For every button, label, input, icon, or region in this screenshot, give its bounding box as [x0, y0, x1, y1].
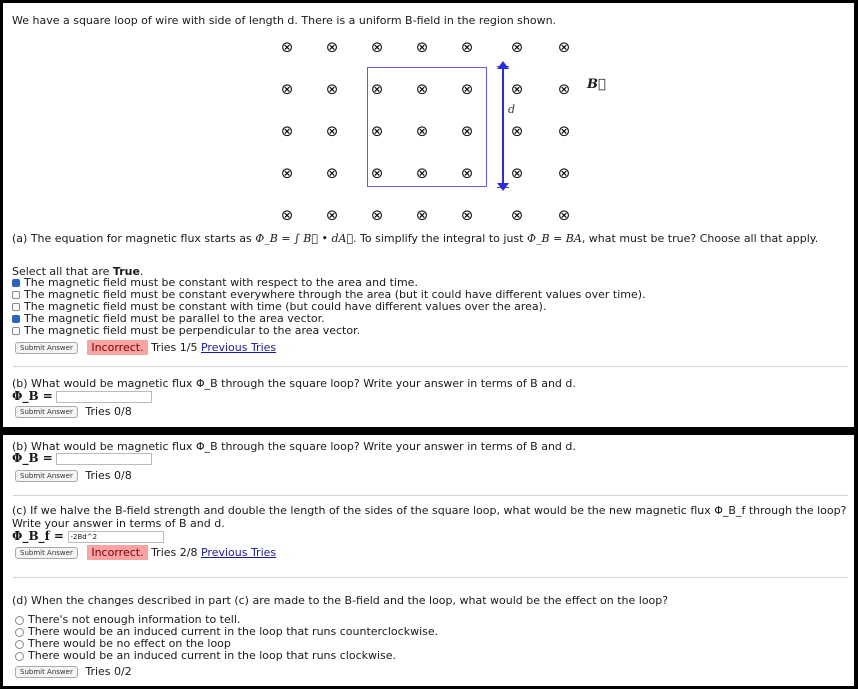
d-dimension-line — [502, 65, 504, 187]
b-field-into-page-icon: ⊗ — [325, 80, 339, 98]
b-field-into-page-icon: ⊗ — [280, 164, 294, 182]
checkbox-a3[interactable] — [12, 303, 20, 311]
option-d2[interactable]: There would be an induced current in the loop that runs counterclockwise. — [15, 626, 438, 638]
b-field-into-page-icon: ⊗ — [415, 80, 429, 98]
b-field-into-page-icon: ⊗ — [510, 38, 524, 56]
question-panel-bottom — [3, 435, 854, 686]
option-d4[interactable]: There would be an induced current in the loop that runs clockwise. — [15, 650, 438, 662]
option-a2[interactable]: The magnetic field must be constant everywhere through the area (but it could have different values over time). — [12, 289, 646, 301]
checkbox-a2[interactable] — [12, 291, 20, 299]
flux-input-c[interactable]: -2Bd^2 — [68, 531, 164, 543]
flux-simple-eq: Φ_B = BA — [526, 232, 582, 245]
part-a-submit-row — [15, 340, 276, 355]
b-field-into-page-icon: ⊗ — [370, 206, 384, 224]
part-b-prompt: (b) What would be magnetic flux Φ_B through the square loop? Write your answer in terms of B and d. — [12, 440, 576, 453]
b-field-into-page-icon: ⊗ — [557, 122, 571, 140]
tries-d: Tries 0/2 — [85, 665, 132, 678]
option-d3[interactable]: There would be no effect on the loop — [15, 638, 438, 650]
b-field-into-page-icon: ⊗ — [460, 164, 474, 182]
tries-b: Tries 0/8 — [85, 469, 132, 482]
b-field-into-page-icon: ⊗ — [510, 206, 524, 224]
submit-answer-button-d[interactable]: Submit Answer — [15, 666, 78, 678]
part-d-options — [15, 614, 438, 662]
previous-tries-link-c[interactable]: Previous Tries — [200, 546, 277, 559]
radio-d4[interactable] — [15, 652, 24, 661]
submit-answer-button-c[interactable]: Submit Answer — [15, 547, 78, 559]
part-d-prompt: (d) When the changes described in part (c) are made to the B-field and the loop, what would be the effect on the loop? — [12, 594, 669, 607]
divider — [13, 366, 848, 367]
b-field-label: B⃗ — [587, 77, 606, 92]
b-field-into-page-icon: ⊗ — [557, 80, 571, 98]
part-b-top-submit-row — [15, 405, 132, 418]
submit-answer-button-b[interactable]: Submit Answer — [15, 470, 78, 482]
square-loop — [367, 67, 487, 187]
part-d-submit-row — [15, 665, 132, 678]
radio-d1[interactable] — [15, 616, 24, 625]
part-c-submit-row — [15, 545, 276, 560]
b-field-into-page-icon: ⊗ — [460, 80, 474, 98]
submit-answer-button-b-top[interactable]: Submit Answer — [15, 406, 78, 418]
b-field-into-page-icon: ⊗ — [325, 38, 339, 56]
part-c-prompt-2: Write your answer in terms of B and d. — [12, 517, 225, 530]
flux-input-b-top[interactable] — [56, 391, 152, 403]
b-field-into-page-icon: ⊗ — [415, 206, 429, 224]
b-field-into-page-icon: ⊗ — [557, 164, 571, 182]
option-a4[interactable]: The magnetic field must be parallel to the area vector. — [12, 313, 646, 325]
status-badge-c: Incorrect. — [87, 545, 147, 560]
tries-c: Tries 2/8 — [151, 546, 198, 559]
part-b-top-input-row: Φ_B = — [12, 389, 152, 403]
b-field-into-page-icon: ⊗ — [280, 38, 294, 56]
divider — [13, 577, 848, 578]
part-b-top-prompt: (b) What would be magnetic flux Φ_B through the square loop? Write your answer in terms of B and d. — [12, 377, 576, 390]
status-badge-a: Incorrect. — [87, 340, 147, 355]
b-field-into-page-icon: ⊗ — [460, 206, 474, 224]
b-field-into-page-icon: ⊗ — [370, 122, 384, 140]
b-field-into-page-icon: ⊗ — [510, 164, 524, 182]
b-field-into-page-icon: ⊗ — [557, 38, 571, 56]
part-c-prompt-1: (c) If we halve the B-field strength and double the length of the sides of the square loop, what would be the new magnetic flux Φ_B_f through the loop? — [12, 504, 847, 517]
b-field-into-page-icon: ⊗ — [415, 164, 429, 182]
option-a3[interactable]: The magnetic field must be constant with time (but could have different values over the area). — [12, 301, 646, 313]
b-field-into-page-icon: ⊗ — [415, 38, 429, 56]
part-c-input-row: Φ_B_f = -2Bd^2 — [12, 529, 164, 543]
part-b-input-row: Φ_B = — [12, 451, 152, 465]
part-b-submit-row — [15, 469, 132, 482]
option-a5[interactable]: The magnetic field must be perpendicular to the area vector. — [12, 325, 646, 337]
b-field-into-page-icon: ⊗ — [557, 206, 571, 224]
b-field-into-page-icon: ⊗ — [370, 38, 384, 56]
b-field-into-page-icon: ⊗ — [325, 206, 339, 224]
question-panel-top — [3, 3, 854, 427]
flux-integral-eq: Φ_B = ∫ B⃗ • dA⃗ — [255, 232, 354, 245]
b-field-into-page-icon: ⊗ — [460, 122, 474, 140]
select-instruction: Select all that are True. — [12, 265, 144, 278]
b-field-into-page-icon: ⊗ — [325, 122, 339, 140]
checkbox-a1[interactable] — [12, 279, 20, 287]
checkbox-a5[interactable] — [12, 327, 20, 335]
tries-b-top: Tries 0/8 — [85, 405, 132, 418]
b-field-into-page-icon: ⊗ — [370, 164, 384, 182]
radio-d2[interactable] — [15, 628, 24, 637]
checkbox-a4[interactable] — [12, 315, 20, 323]
radio-d3[interactable] — [15, 640, 24, 649]
option-d1[interactable]: There's not enough information to tell. — [15, 614, 438, 626]
part-a-options — [12, 277, 646, 337]
arrow-down-icon — [497, 183, 509, 191]
question-intro: We have a square loop of wire with side of length d. There is a uniform B-field in the region shown. — [12, 14, 557, 27]
previous-tries-link-a[interactable]: Previous Tries — [200, 341, 277, 354]
tries-a: Tries 1/5 — [151, 341, 198, 354]
option-a1[interactable]: The magnetic field must be constant with respect to the area and time. — [12, 277, 646, 289]
b-field-into-page-icon: ⊗ — [460, 38, 474, 56]
b-field-into-page-icon: ⊗ — [280, 122, 294, 140]
b-field-into-page-icon: ⊗ — [510, 122, 524, 140]
b-field-into-page-icon: ⊗ — [370, 80, 384, 98]
b-field-into-page-icon: ⊗ — [280, 80, 294, 98]
b-field-into-page-icon: ⊗ — [415, 122, 429, 140]
submit-answer-button-a[interactable]: Submit Answer — [15, 342, 78, 354]
part-a-prompt: (a) The equation for magnetic flux starts as Φ_B = ∫ B⃗ • dA⃗. To simplify the integral to just Φ_B = BA, what must be true? Choose all that apply. — [12, 232, 819, 245]
b-field-into-page-icon: ⊗ — [280, 206, 294, 224]
divider — [13, 495, 848, 496]
flux-input-b[interactable] — [56, 453, 152, 465]
magnetic-field-diagram — [259, 31, 619, 225]
b-field-into-page-icon: ⊗ — [325, 164, 339, 182]
arrow-up-icon — [497, 61, 509, 69]
b-field-into-page-icon: ⊗ — [510, 80, 524, 98]
d-label: d — [508, 103, 516, 116]
